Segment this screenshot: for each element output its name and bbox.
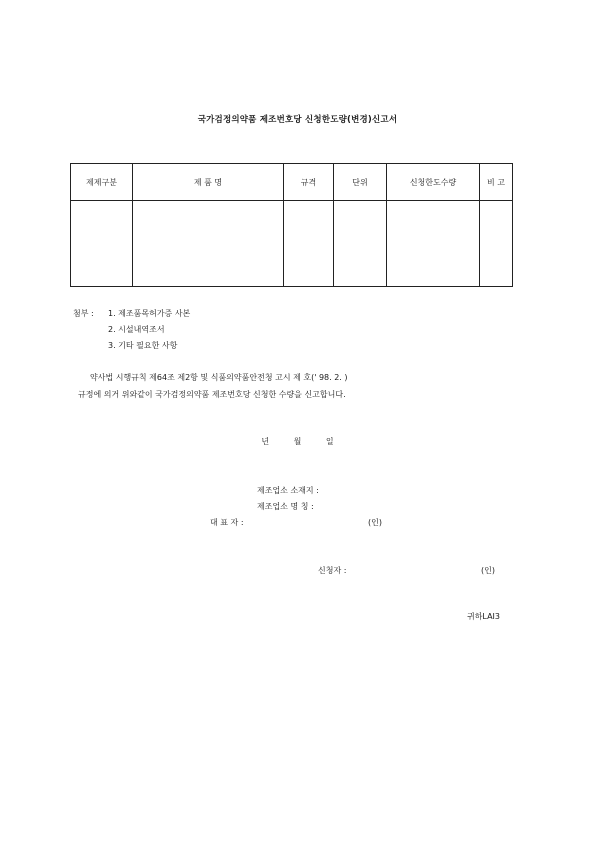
attachment-item-1: 1. 제조품목허가증 사본 bbox=[108, 309, 191, 318]
application-table bbox=[70, 163, 513, 287]
form-code: 귀하LAI3 bbox=[466, 612, 500, 621]
applicant-label: 신청자 : bbox=[318, 566, 347, 575]
header-product-name: 제 품 명 bbox=[133, 164, 284, 201]
manufacturer-name-label: 제조업소 명 칭 : bbox=[257, 502, 314, 511]
cell-formulation-type[interactable] bbox=[71, 201, 133, 287]
header-formulation-type: 제제구분 bbox=[71, 164, 133, 201]
cell-unit[interactable] bbox=[334, 201, 387, 287]
header-specification: 규격 bbox=[284, 164, 334, 201]
representative-label: 대 표 자 : bbox=[210, 518, 244, 527]
cell-specification[interactable] bbox=[284, 201, 334, 287]
cell-requested-limit[interactable] bbox=[387, 201, 480, 287]
applicant-seal: (인) bbox=[481, 566, 495, 575]
document-title: 국가검정의약품 제조번호당 신청한도량(변경)신고서 bbox=[197, 115, 398, 125]
attachment-label: 첨부 : bbox=[73, 309, 94, 318]
cell-remarks[interactable] bbox=[480, 201, 513, 287]
header-unit: 단위 bbox=[334, 164, 387, 201]
cell-product-name[interactable] bbox=[133, 201, 284, 287]
date-line: 년 월 일 bbox=[261, 437, 334, 446]
table-header-row bbox=[71, 164, 513, 201]
statement-line-2: 규정에 의거 위와같이 국가검정의약품 제조번호당 신청한 수량을 신고합니다. bbox=[78, 390, 346, 399]
representative-seal: (인) bbox=[368, 518, 382, 527]
table-row bbox=[71, 201, 513, 287]
attachment-item-3: 3. 기타 필요한 사항 bbox=[108, 341, 178, 350]
attachment-item-2: 2. 시설내역조서 bbox=[108, 325, 165, 334]
manufacturer-location-label: 제조업소 소재지 : bbox=[257, 486, 319, 495]
header-remarks: 비 고 bbox=[480, 164, 513, 201]
statement-line-1: 약사법 시행규칙 제64조 제2항 및 식품의약품안전청 고시 제 호(' 98. 2. ) bbox=[90, 373, 348, 382]
header-requested-limit: 신청한도수량 bbox=[387, 164, 480, 201]
